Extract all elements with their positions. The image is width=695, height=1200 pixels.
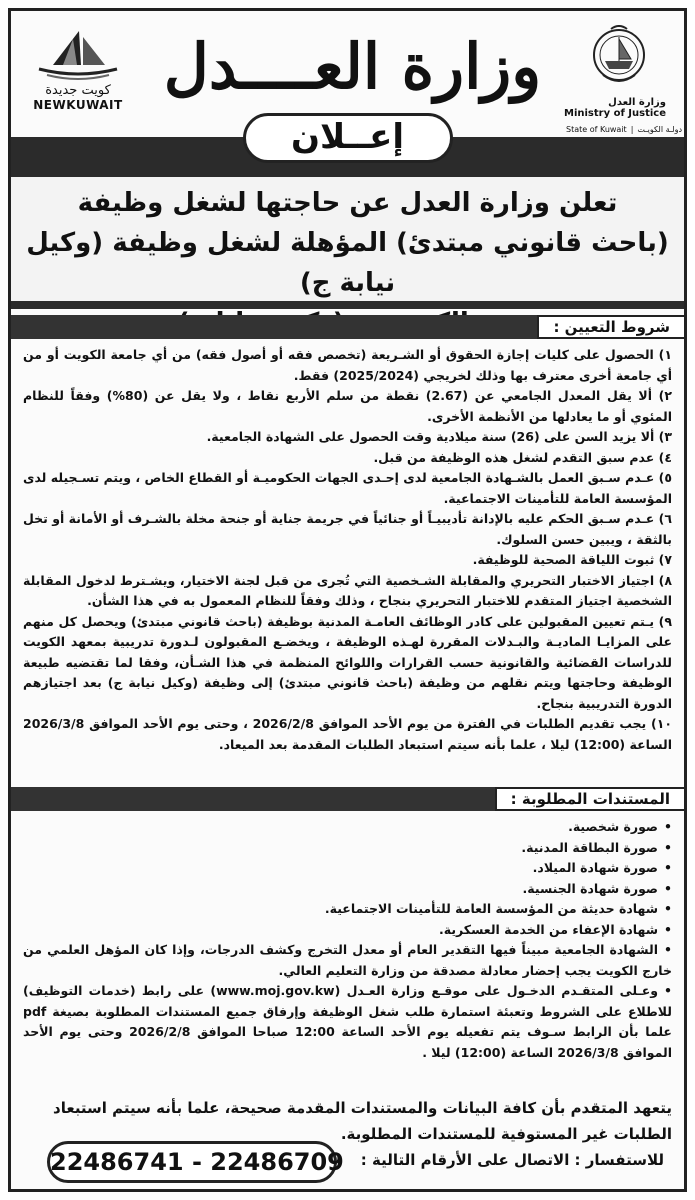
- new-kuwait-sail-icon: [33, 29, 123, 81]
- document-item: • الشهادة الجامعية مبيناً فيها التقدير العام أو معدل التخرج وكشف الدرجات، وإذا كان المؤهل العلمي من خارج الكويت يجب إحضار معادلة مصدقة من وزارة التعليم العالي.: [23, 940, 672, 981]
- headline-line-1: تعلن وزارة العدل عن حاجتها لشغل وظيفة: [77, 188, 618, 218]
- phone-numbers: 22486741 - 22486709: [47, 1141, 337, 1183]
- document-item: • شهادة الإعفاء من الخدمة العسكرية.: [23, 920, 672, 941]
- document-item: • وعـلى المتقـدم الدخـول على موقـع وزارة العـدل (www.moj.gov.kw) على رابط (خدمات التوظيف) للاطلاع على الشروط وتعبئة استمارة طلب شغل الوظيفة وإرفاق جميع المستندات المطلوبة بصيغة pdf علما بأن الرابط سـوف يتم تفعيله يوم الأحد الساعة 12:00 صباحا الموافق 2026/2/8 وحتى يوم الأحد الموافق 2026/3/8 الساعة (12:00) ليلا .: [23, 981, 672, 1063]
- headline-line-2: (باحث قانوني مبتدئ) المؤهلة لشغل وظيفة (وكيل نيابة ج): [26, 228, 669, 298]
- pledge-text: يتعهد المتقدم بأن كافة البيانات والمستندات المقدمة صحيحة، علما بأنه سيتم استبعاد الطلبات غير المستوفية للمستندات المطلوبة.: [53, 1099, 672, 1143]
- new-kuwait-logo: [23, 29, 133, 112]
- conditions-list: [23, 345, 672, 755]
- document-item: • شهادة حديثة من المؤسسة العامة للتأمينات الاجتماعية.: [23, 899, 672, 920]
- condition-item: ٥) عـدم سـبق العمل بالشـهادة الجامعية لدى إحـدى الجهات الحكوميـة أو القطاع الخاص ، ويتم تسـجيله لدى المؤسسة العامة للتأمينات الاجتماعية.: [23, 470, 672, 506]
- document-item: • صورة البطاقة المدنية.: [23, 838, 672, 859]
- kuwait-emblem-icon: [591, 25, 647, 91]
- condition-item: ٨) اجتياز الاختبار التحريري والمقابلة الشـخصية التي تُجرى من قبل لجنة الاختيار، ويشـترط لدخول المقابلة الشخصية اجتياز المتقدم للاختبار التحريري بنجاح ، وذلك وفقاً للنظام المعمول به في هذا الشأن.: [23, 572, 672, 608]
- emblem-name-en: Ministry of Justice: [564, 108, 667, 119]
- condition-item: ٧) ثبوت اللياقة الصحية للوظيفة.: [472, 552, 672, 567]
- emblem-name-ar: وزارة العدل: [608, 97, 666, 108]
- ministry-emblem: [564, 25, 683, 134]
- condition-item: ٤) عدم سبق التقدم لشغل هذه الوظيفة من قبل.: [373, 449, 672, 465]
- advertisement-page: [8, 8, 687, 1192]
- emblem-state-ar: دولـة الكويـت: [637, 125, 683, 134]
- emblem-state-sep: |: [630, 125, 634, 134]
- new-kuwait-en: NEWKUWAIT: [33, 98, 123, 112]
- contact-section: [11, 1141, 684, 1185]
- contact-label: للاستفسار : الاتصال على الأرقام التالية :: [360, 1151, 664, 1169]
- new-kuwait-ar: كويت جديدة: [45, 83, 111, 98]
- emblem-state: [564, 125, 683, 134]
- document-item: • صورة شهادة الجنسية.: [23, 879, 672, 900]
- documents-title: المستندات المطلوبة :: [495, 787, 684, 811]
- condition-item: ٩) يـتم تعيين المقبولين على كادر الوظائف العامـة المدنية بوظيفة (باحث قانوني مبتدئ) ويحصل كل منهم على المزايـا الماديـة والبـدلات المقررة لهـذه الوظيفة ، ويخضـع المقبولون لـدورة تدريبية بمعهد الكويت للدراسات القضائية والقانونية حسب القرارات واللوائح المنظمة في هذا الشـأن، وفقا لما تقتضيه طبيعة الوظيفة وحاجتها ويتم نقلهم من وظيفة (باحث قانوني مبتدئ) إلى وظيفة (وكيل نيابة ج) بعد اجتيازهم الدورة التدريبية بنجاح.: [23, 613, 672, 711]
- condition-item: ٣) ألا يزيد السن على (26) سنة ميلادية وقت الحصول على الشهادة الجامعية.: [206, 429, 672, 444]
- condition-item: ٦) عـدم سـبق الحكم عليه بالإدانة تأديبيـاً أو جنائياً في جريمة جناية أو جنحة مخلة بالشـرف أو الأمانة أو تخل بالثقة ، ويبين حسن السلوك.: [23, 511, 672, 547]
- emblem-state-en: State of Kuwait: [566, 125, 627, 134]
- documents-list: [23, 817, 672, 1063]
- conditions-title: شروط التعيين :: [537, 315, 684, 339]
- condition-item: ٢) ألا يقل المعدل الجامعي عن (2.67) نقطة من سلم الأربع نقاط ، ولا يقل عن (80%) وفقاً للنظام المئوي أو ما يعادلها من الأنظمة الأخرى.: [23, 388, 672, 424]
- announcement-label: إعــلان: [243, 113, 453, 163]
- document-item: • صورة شهادة الميلاد.: [23, 858, 672, 879]
- document-item: • صورة شخصية.: [23, 817, 672, 838]
- announcement-headline: [11, 173, 684, 301]
- condition-item: ١٠) يجب تقديم الطلبات في الفترة من يوم الأحد الموافق 2026/2/8 ، وحتى يوم الأحد الموافق 2026/3/8 الساعة (12:00) ليلا ، علما بأنه سيتم استبعاد الطلبات المقدمة بعد الميعاد.: [23, 716, 672, 752]
- condition-item: ١) الحصول على كليات إجازة الحقوق أو الشـريعة (تخصص فقه أو أصول فقه) من أي جامعة الكويت أو من أي جامعة أخرى معترف بها وذلك لخريجي (2025/2024) فقط.: [23, 347, 672, 383]
- ministry-title: وزارة العــــدل: [163, 30, 542, 103]
